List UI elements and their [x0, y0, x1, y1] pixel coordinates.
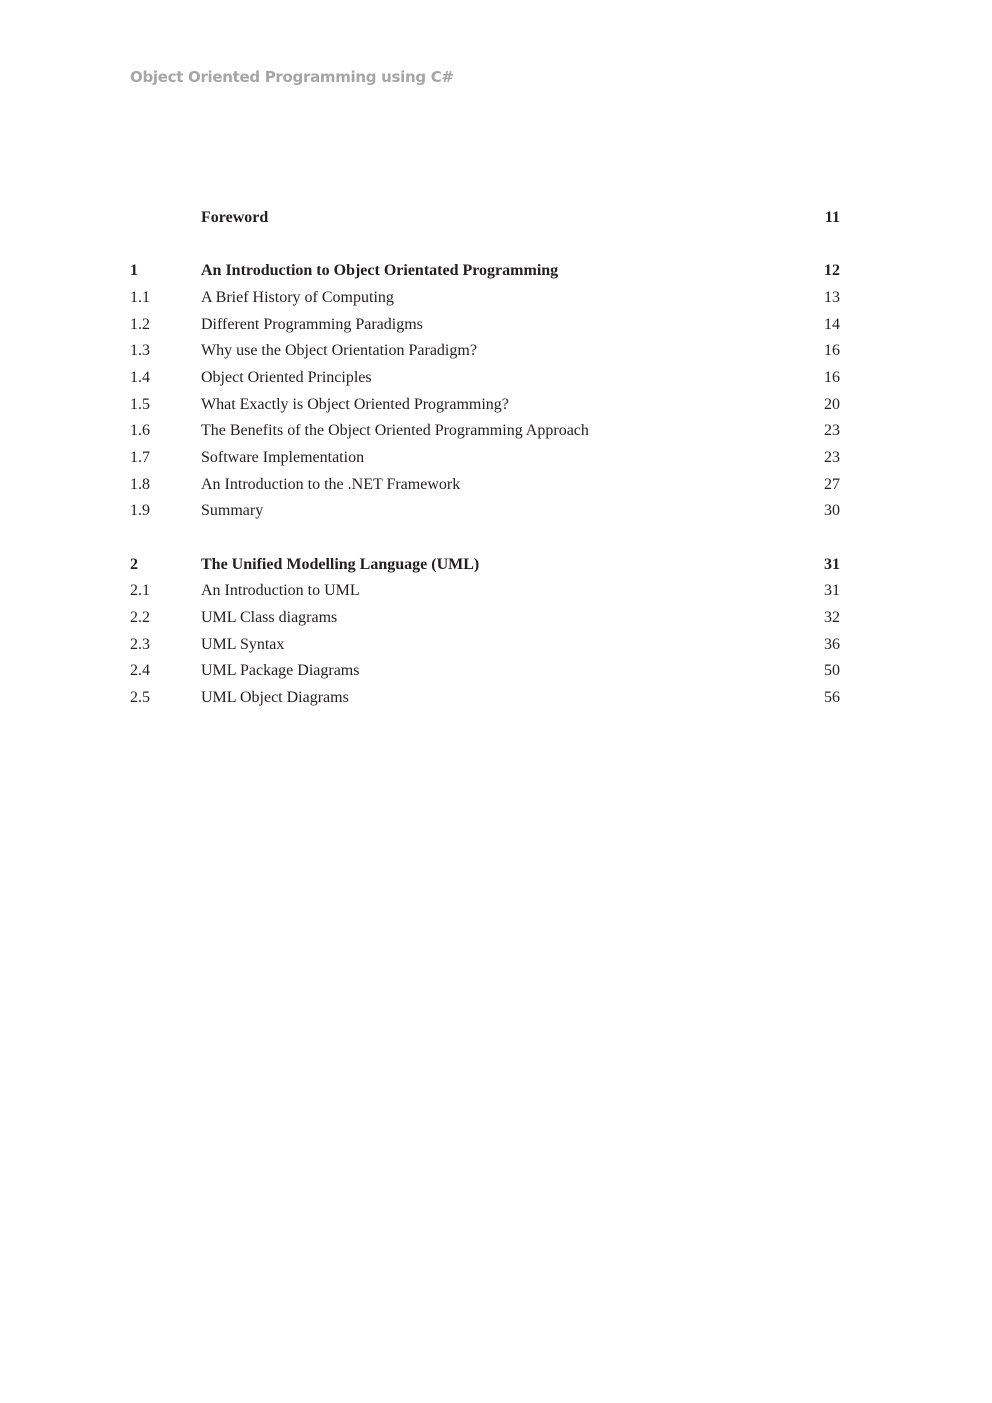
entry-page: 16 [824, 342, 840, 360]
toc-entry[interactable] [130, 205, 840, 232]
entry-page: 12 [824, 262, 840, 280]
toc-entry[interactable] [130, 578, 840, 605]
toc-entry[interactable] [130, 498, 840, 525]
entry-page: 16 [824, 368, 840, 386]
toc-entry[interactable] [130, 392, 840, 419]
entry-title: UML Package Diagrams [201, 662, 360, 680]
entry-page: 20 [824, 395, 840, 413]
entry-number: 2.3 [130, 635, 150, 653]
entry-page: 23 [824, 449, 840, 466]
entry-title: UML Syntax [201, 635, 285, 653]
entry-page: 11 [824, 209, 840, 226]
entry-number: 1.5 [130, 395, 150, 413]
entry-number: 2.2 [130, 608, 150, 626]
entry-title: Different Programming Paradigms [201, 315, 423, 333]
entry-number: 1.1 [130, 288, 150, 306]
entry-page: 31 [824, 582, 840, 600]
toc-entry[interactable] [130, 632, 840, 659]
entry-title: UML Class diagrams [201, 608, 338, 626]
entry-title: An Introduction to UML [201, 582, 360, 600]
toc-entry[interactable] [130, 312, 840, 339]
entry-number: 2.4 [130, 662, 150, 680]
entry-number: 2.1 [130, 582, 150, 600]
section-gap [130, 525, 840, 552]
toc-entry[interactable] [130, 418, 840, 445]
toc-entry[interactable] [130, 445, 840, 472]
entry-number: 1.3 [130, 342, 150, 360]
entry-number: 1.8 [130, 475, 150, 493]
entry-title: Software Implementation [201, 449, 365, 466]
toc-entry[interactable] [130, 472, 840, 499]
entry-title: An Introduction to Object Orientated Programming [201, 262, 559, 280]
entry-number: 1.7 [130, 449, 150, 466]
toc-entry[interactable] [130, 605, 840, 632]
section-gap [130, 232, 840, 259]
entry-number: 1.9 [130, 502, 150, 520]
entry-title: Summary [201, 502, 264, 520]
toc-entry[interactable] [130, 365, 840, 392]
entry-title: An Introduction to the .NET Framework [201, 475, 461, 493]
entry-number: 1.2 [130, 315, 150, 333]
entry-page: 32 [824, 608, 840, 626]
entry-page: 13 [824, 288, 840, 306]
entry-title: Foreword [201, 209, 269, 226]
entry-number: 2 [130, 555, 138, 573]
table-of-contents [130, 205, 840, 712]
entry-title: The Unified Modelling Language (UML) [201, 555, 480, 573]
entry-number: 1 [130, 262, 138, 280]
entry-title: The Benefits of the Object Oriented Programming Approach [201, 422, 589, 440]
entry-number: 1.6 [130, 422, 150, 440]
entry-page: 23 [824, 422, 840, 440]
entry-page: 27 [824, 475, 840, 493]
entry-number: 1.4 [130, 368, 150, 386]
entry-page: 14 [824, 315, 840, 333]
entry-number: 2.5 [130, 689, 150, 706]
entry-title: Object Oriented Principles [201, 368, 372, 386]
entry-page: 50 [824, 662, 840, 680]
toc-entry[interactable] [130, 285, 840, 312]
toc-entry[interactable] [130, 338, 840, 365]
toc-entry[interactable] [130, 258, 840, 285]
entry-title: UML Object Diagrams [201, 689, 349, 706]
running-header: Object Oriented Programming using C# [130, 68, 454, 86]
toc-entry[interactable] [130, 685, 840, 712]
toc-entry[interactable] [130, 658, 840, 685]
toc-entry[interactable] [130, 552, 840, 579]
entry-page: 30 [824, 502, 840, 520]
entry-title: A Brief History of Computing [201, 288, 394, 306]
entry-title: What Exactly is Object Oriented Programming? [201, 395, 509, 413]
entry-page: 36 [824, 635, 840, 653]
entry-title: Why use the Object Orientation Paradigm? [201, 342, 477, 360]
entry-page: 56 [824, 689, 840, 706]
entry-page: 31 [824, 555, 840, 573]
